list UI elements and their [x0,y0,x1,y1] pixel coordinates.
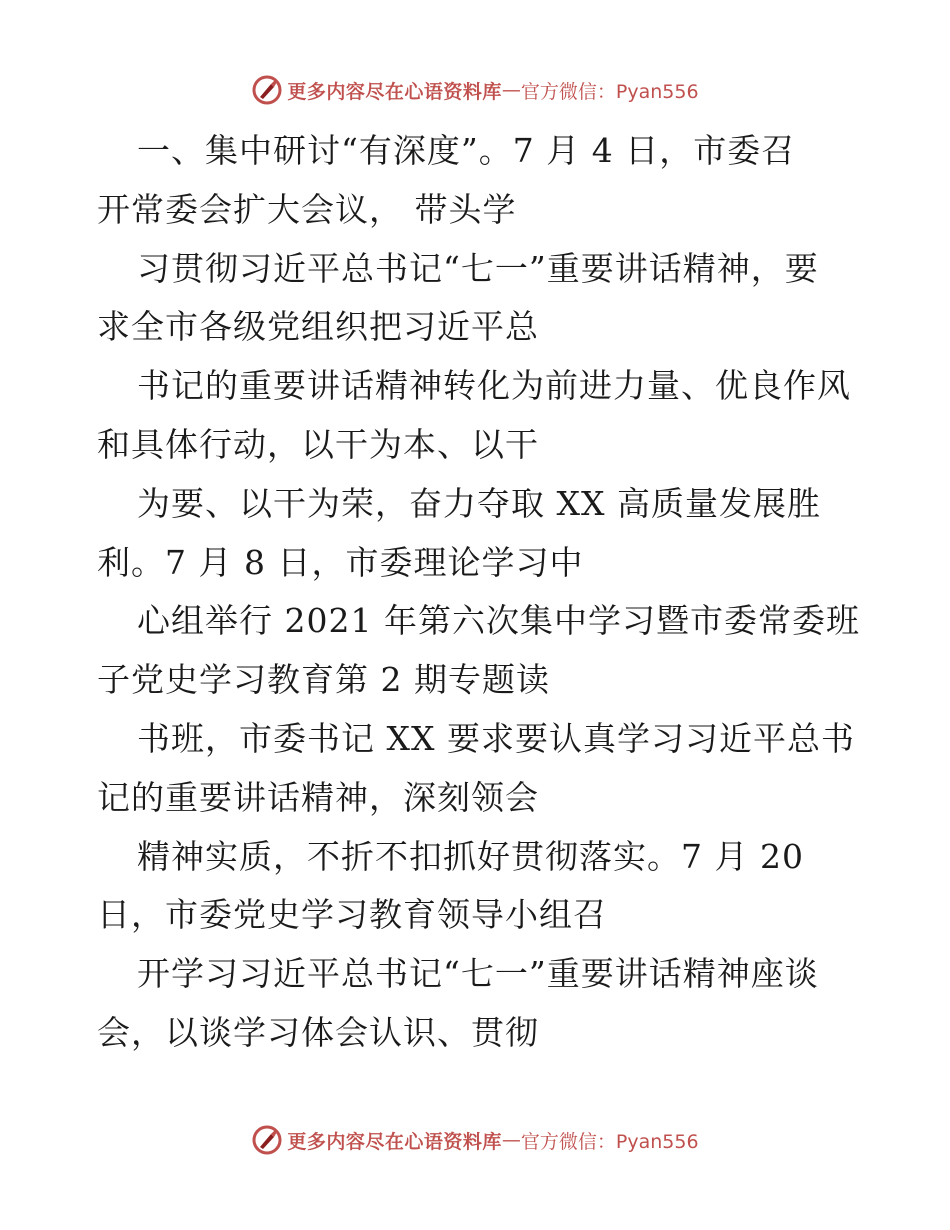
text-line: 求全市各级党组织把习近平总 [97,307,539,347]
text-line: 习贯彻习近平总书记“七一”重要讲话精神，要 [137,248,819,288]
banner-main-text: 更多内容尽在心语资料库 [287,80,502,103]
text-line: 为要、以干为荣，奋力夺取 XX 高质量发展胜 [137,483,821,523]
text-line: 和具体行动，以干为本、以干 [97,424,539,464]
text-line: 心组举行 2021 年第六次集中学习暨市委常委班 [137,601,860,641]
text-line: 书班，市委书记 XX 要求要认真学习习近平总书 [137,718,855,758]
text-line: 会，以谈学习体会认识、贯彻 [97,1012,539,1052]
text-line: 一、集中研讨“有深度”。7 月 4 日，市委召 [137,131,796,170]
text-line: 开常委会扩大会议， 带头学 [97,189,517,229]
banner-separator: — [501,79,521,101]
document-body [97,122,860,1063]
text-line: 开学习习近平总书记“七一”重要讲话精神座谈 [137,954,819,994]
banner-wechat-text: 官方微信：Pyan556 [520,80,699,103]
footer-banner [0,1120,950,1160]
text-line: 精神实质，不折不扣抓好贯彻落实。7 月 20 [137,836,804,876]
text-line: 日，市委党史学习教育领导小组召 [97,895,607,935]
banner-main-text: 更多内容尽在心语资料库 [287,1130,502,1153]
banner-separator: — [501,1129,521,1151]
text-line: 书记的重要讲话精神转化为前进力量、优良作风 [137,366,851,406]
text-line: 记的重要讲话精神，深刻领会 [97,777,539,817]
banner-wechat-text: 官方微信：Pyan556 [520,1130,699,1153]
pen-logo-icon [251,74,283,106]
text-line: 利。7 月 8 日，市委理论学习中 [97,542,584,582]
header-banner [0,70,950,110]
text-line: 子党史学习教育第 2 期专题读 [97,660,550,700]
pen-logo-icon [251,1124,283,1156]
